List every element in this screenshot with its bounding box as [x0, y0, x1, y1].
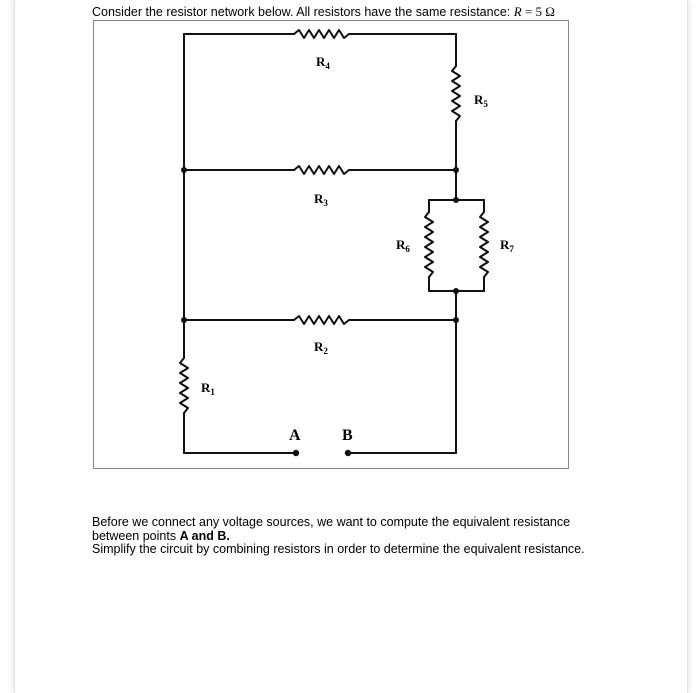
label-r4: $R_4$: [316, 54, 330, 71]
description-paragraph-1: Before we connect any voltage sources, we want to compute the equivalent resistance between points A and B.: [92, 515, 571, 543]
label-r1: $R_1$: [201, 380, 215, 397]
resistor-r2: [294, 316, 349, 324]
label-r2: $R_2$: [314, 339, 328, 356]
resistor-r1: [180, 358, 188, 413]
resistor-r6: [425, 212, 433, 277]
junction-dot: [453, 317, 459, 323]
and-word: and: [188, 528, 218, 543]
heading-text: Consider the resistor network below. All resistors have the same resistance:: [92, 5, 511, 19]
terminal-a-label: A: [289, 427, 301, 444]
label-r6: $R_6$: [396, 237, 410, 254]
terminal-b-dot: [345, 450, 351, 456]
junction-dot: [453, 167, 459, 173]
terminal-a-dot: [293, 450, 299, 456]
resistor-r7: [480, 212, 488, 277]
resistor-r4: [294, 30, 349, 38]
label-r7: $R_7$: [500, 237, 514, 254]
problem-description: [92, 516, 612, 557]
junction-dot: [181, 167, 187, 173]
junction-dot: [453, 197, 459, 203]
resistance-equation: R = 5 Ω: [513, 4, 555, 19]
terminal-b-label: B: [342, 427, 353, 444]
resistor-r5: [452, 66, 460, 121]
junction-dot: [181, 317, 187, 323]
junction-dot: [453, 288, 459, 294]
point-b-ref: B: [217, 528, 227, 543]
label-r5: $R_5$: [474, 92, 488, 109]
resistor-r3: [294, 166, 349, 174]
description-paragraph-2: Simplify the circuit by combining resistors in order to determine the equivalent resistance.: [92, 542, 585, 556]
point-a-ref: A: [179, 528, 189, 543]
label-r3: $R_3$: [314, 191, 328, 208]
